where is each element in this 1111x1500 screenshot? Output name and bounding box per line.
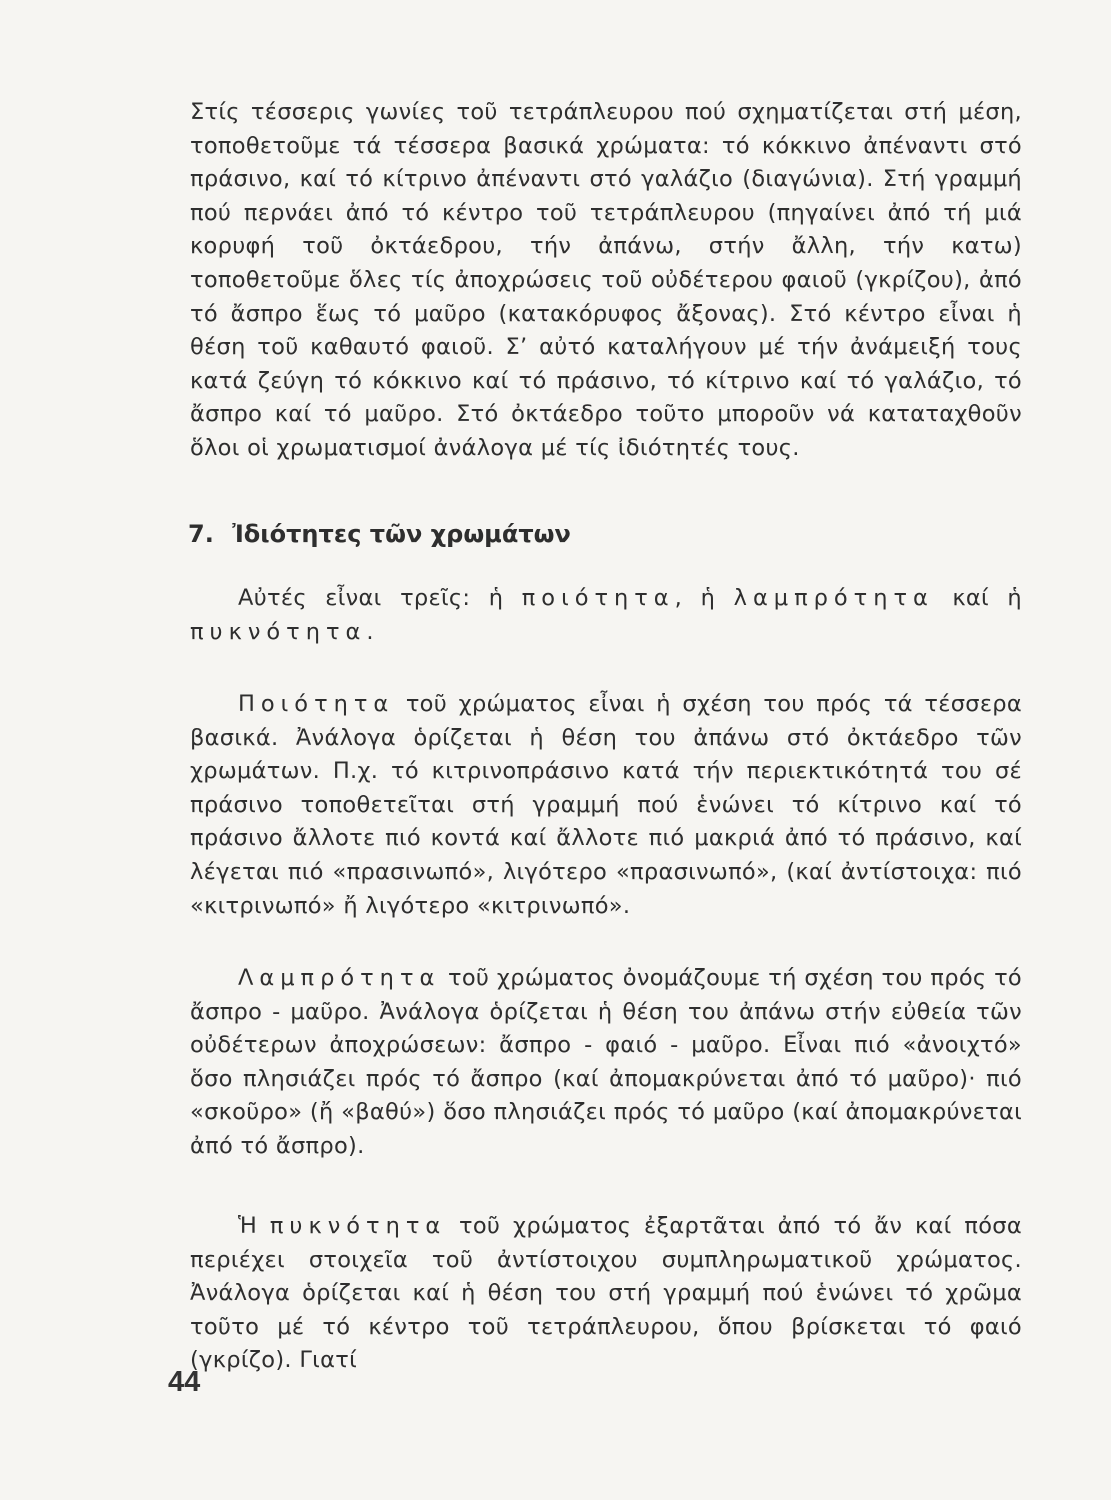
page-number: 44: [168, 1366, 201, 1398]
intro-paragraph: Στίς τέσσερις γωνίες τοῦ τετράπλευρου πού σχηματίζεται στή μέση, τοποθετοῦμε τά τέσσερα βασικά χρώματα: τό κόκκινο ἀπέναντι στό πράσινο, καί τό κίτρινο ἀπέναντι στό γαλάζιο (διαγώνια). Στή γραμμή πού περνάει ἀπό τό κέντρο τοῦ τετράπλευρου (πηγαίνει ἀπό τή μιά κορυφή τοῦ ὀκτάεδρου, τήν ἀπάνω, στήν ἄλλη, τήν κατω) τοποθετοῦμε ὅλες τίς ἀποχρώσεις τοῦ οὐδέτερου φαιοῦ (γκρίζου), ἀπό τό ἄσπρο ἕως τό μαῦρο (κατακόρυφος ἄξονας). Στό κέντρο εἶναι ἡ θέση τοῦ καθαυτό φαιοῦ. Σ’ αὐτό καταλήγουν μέ τήν ἀνάμειξή τους κατά ζεύγη τό κόκκινο καί τό πράσινο, τό κίτρινο καί τό γαλάζιο, τό ἄσπρο καί τό μαῦρο. Στό ὀκτάεδρο τοῦτο μποροῦν νά καταταχθοῦν ὅλοι οἱ χρωματισμοί ἀνάλογα μέ τίς ἰδιότητές τους.: [190, 99, 1022, 461]
properties-intro-mid1: , ἡ: [674, 585, 734, 611]
term-density: πυκνότητα: [190, 618, 367, 645]
term-brightness: λαμπρότητα: [733, 585, 934, 611]
section-heading: [188, 520, 571, 548]
density-term: πυκνότητα: [269, 1213, 447, 1239]
properties-intro-before: Αὐτές εἶναι τρεῖς: ἡ: [238, 585, 522, 611]
term-quality: ποιότητα: [521, 585, 675, 611]
properties-intro-end: .: [366, 618, 374, 645]
properties-intro-mid2: καί ἡ: [933, 585, 1022, 611]
properties-intro-paragraph: [190, 582, 1022, 649]
quality-paragraph: [190, 688, 1022, 923]
section-number: 7.: [188, 520, 214, 548]
quality-text: τοῦ χρώματος εἶναι ἡ σχέση του πρός τά τέσσερα βασικά. Ἀνάλογα ὁρίζεται ἡ θέση του ἀπάνω στό ὀκτάεδρο τῶν χρωμάτων. Π.χ. τό κιτρινοπράσινο κατά τήν περιεκτικότητά του σέ πράσινο τοποθετεῖται στή γραμμή πού ἑνώνει τό κίτρινο καί τό πράσινο ἄλλοτε πιό κοντά καί ἄλλοτε πιό μακριά ἀπό τό πράσινο, καί λέγεται πιό «πρασινωπό», λιγότερο «πρασινωπό», (καί ἀντίστοιχα: πιό «κιτρινωπό» ἤ λιγότερο «κιτρινωπό».: [190, 691, 1022, 919]
density-text: τοῦ χρώματος ἐξαρτᾶται ἀπό τό ἄν καί πόσα περιέχει στοιχεῖα τοῦ ἀντίστοιχου συμπληρωματικοῦ χρώματος. Ἀνάλογα ὁρίζεται καί ἡ θέση του στή γραμμή πού ἑνώνει τό χρῶμα τοῦτο μέ τό κέντρο τοῦ τετράπλευρου, ὅπου βρίσκεται τό φαιό (γκρίζο). Γιατί: [190, 1213, 1022, 1374]
density-prefix: Ἡ: [238, 1213, 270, 1239]
brightness-term: Λαμπρότητα: [238, 965, 441, 991]
density-paragraph: [190, 1210, 1022, 1378]
brightness-text: τοῦ χρώματος ὀνομάζουμε τή σχέση του πρός τό ἄσπρο - μαῦρο. Ἀνάλογα ὁρίζεται ἡ θέση του ἀπάνω στήν εὐθεία τῶν οὐδέτερων ἀποχρώσεων: ἄσπρο - φαιό - μαῦρο. Εἶναι πιό «ἀνοιχτό» ὅσο πλησιάζει πρός τό ἄσπρο (καί ἀπομακρύνεται ἀπό τό μαῦρο)· πιό «σκοῦρο» (ἤ «βαθύ») ὅσο πλησιάζει πρός τό μαῦρο (καί ἀπομακρύνεται ἀπό τό ἄσπρο).: [190, 965, 1022, 1159]
brightness-paragraph: [190, 962, 1022, 1164]
section-title: Ἰδιότητες τῶν χρωμάτων: [232, 520, 571, 548]
quality-term: Ποιότητα: [238, 691, 395, 717]
